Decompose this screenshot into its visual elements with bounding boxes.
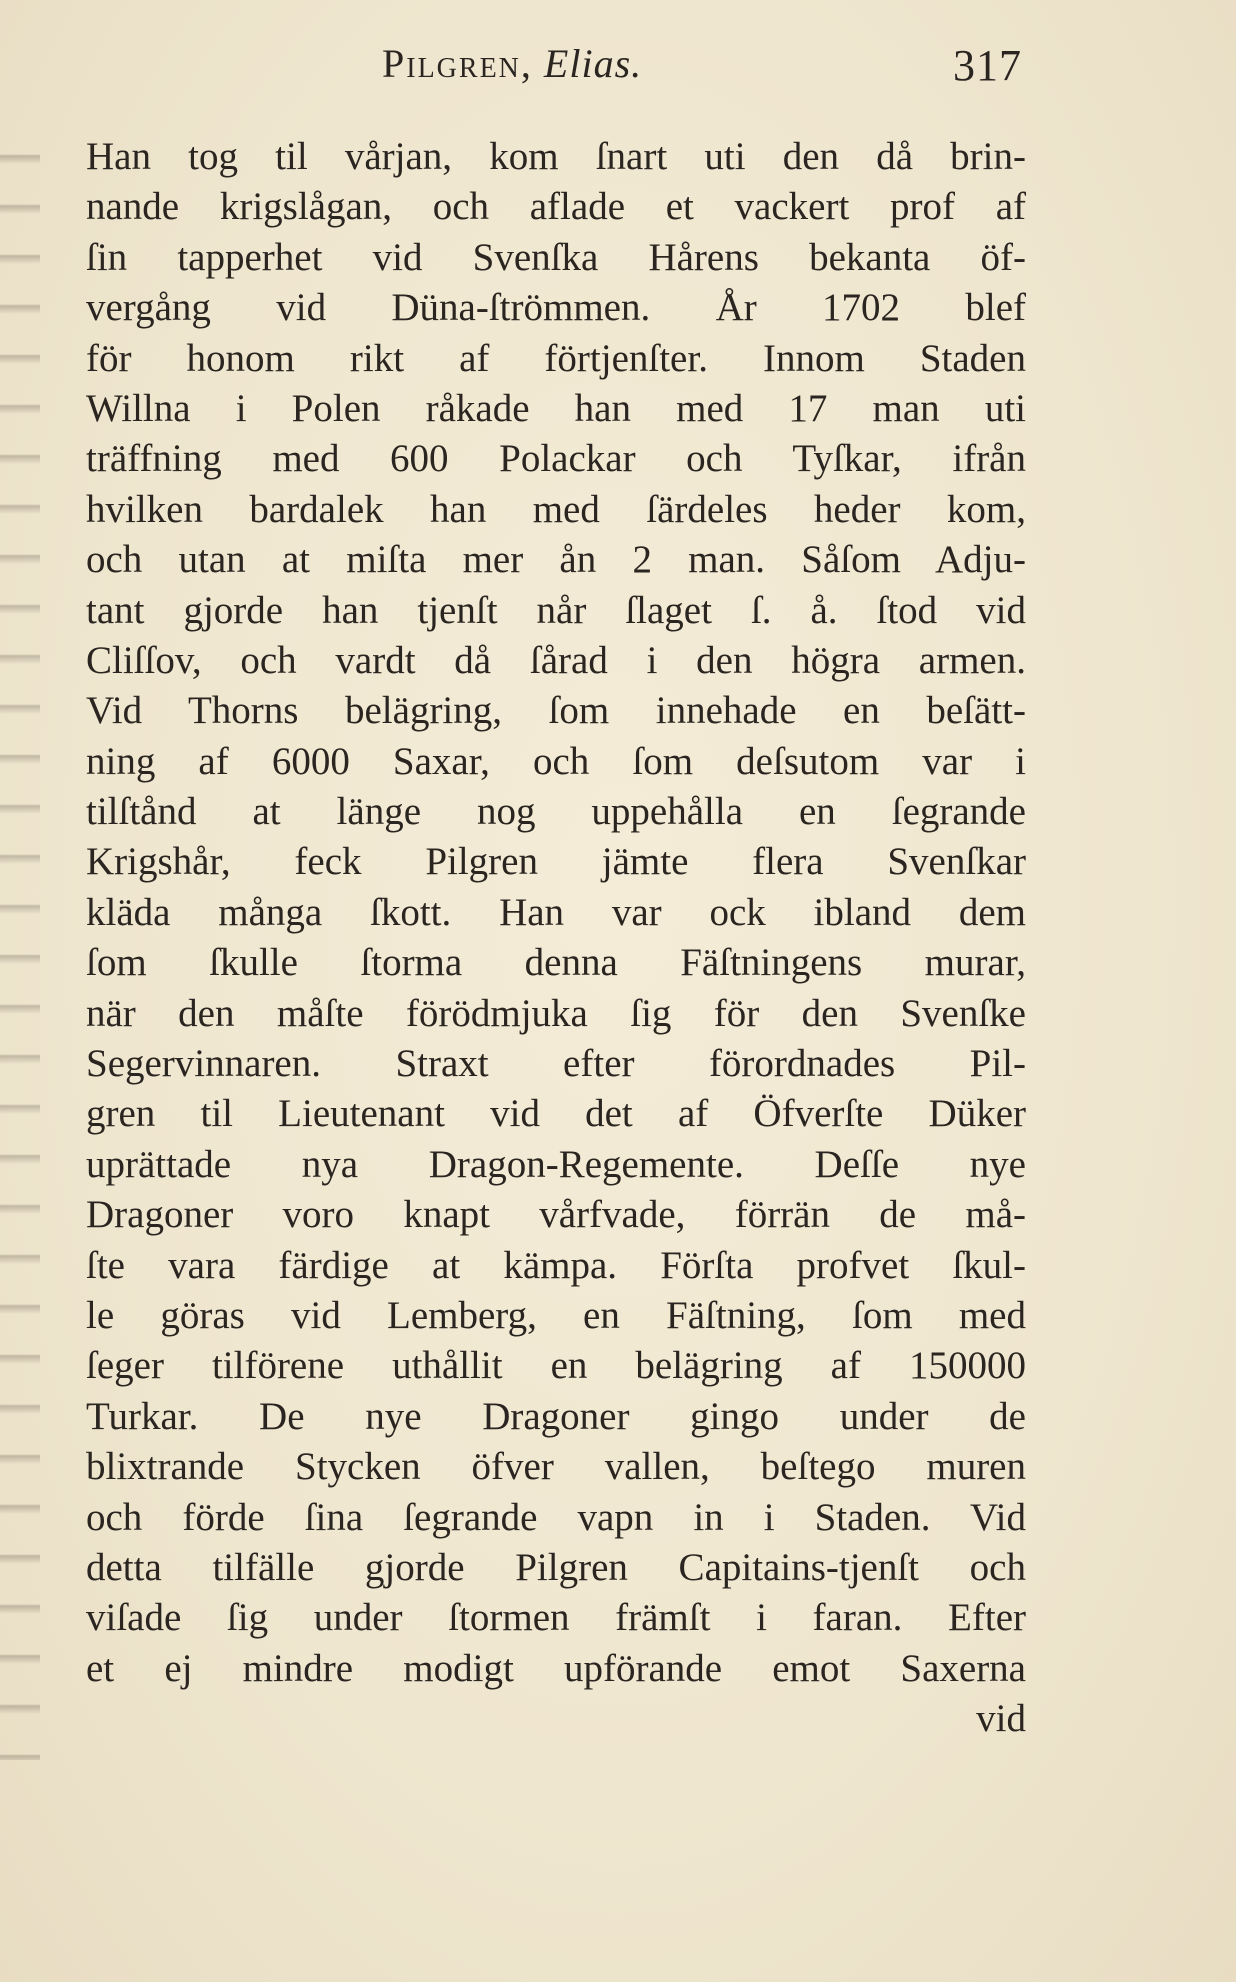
text-line: Han tog til vårjan, kom ſnart uti den då brin-: [86, 135, 1026, 178]
text-line: Vid Thorns belägring, ſom innehade en beſätt-: [86, 689, 1026, 733]
text-line: uprättade nya Dragon-Regemente. Deſſe nye: [86, 1142, 1026, 1186]
text-line: tilſtånd at länge nog uppehålla en ſegrande: [86, 790, 1026, 834]
text-line: och förde ſina ſegrande vapn in i Staden. Vid: [86, 1495, 1026, 1539]
text-line: ſte vara färdige at kämpa. Förſta profvet ſkul-: [86, 1243, 1026, 1287]
text-line: blixtrande Stycken öfver vallen, beſtego muren: [86, 1445, 1026, 1489]
text-line: et ej mindre modigt upförande emot Saxerna: [86, 1646, 1026, 1690]
body-text: [86, 132, 1026, 1745]
catchword: vid: [976, 1697, 1026, 1741]
text-line: för honom rikt af förtjenſter. Innom Staden: [86, 336, 1026, 380]
text-line: ſom ſkulle ſtorma denna Fäſtningens murar,: [86, 941, 1026, 985]
text-line: vergång vid Düna-ſtrömmen. År 1702 blef: [86, 286, 1026, 330]
text-line: Turkar. De nye Dragoner gingo under de: [86, 1394, 1026, 1438]
text-line: Willna i Polen råkade han med 17 man uti: [86, 386, 1026, 430]
text-line: ning af 6000 Saxar, och ſom deſsutom var i: [86, 739, 1026, 783]
text-line: le göras vid Lemberg, en Fäſtning, ſom med: [86, 1293, 1026, 1337]
text-line: hvilken bardalek han med ſärdeles heder kom,: [86, 487, 1026, 531]
text-line: detta tilfälle gjorde Pilgren Capitains-tjenſt och: [86, 1545, 1026, 1589]
text-line: tant gjorde han tjenſt når ſlaget ſ. å. ſtod vid: [86, 588, 1026, 632]
text-line: och utan at miſta mer ån 2 man. Såſom Adju-: [86, 538, 1026, 582]
running-title-given-name: Elias.: [543, 41, 643, 86]
running-title: [382, 40, 642, 87]
text-line: viſade ſig under ſtormen främſt i faran. Efter: [86, 1596, 1026, 1640]
text-line: Cliſſov, och vardt då ſårad i den högra armen.: [86, 638, 1026, 682]
text-line: Segervinnaren. Straxt efter förordnades Pil-: [86, 1042, 1026, 1086]
running-head: [0, 32, 1236, 92]
text-line: kläda många ſkott. Han var ock ibland dem: [86, 890, 1026, 934]
page-number: 317: [953, 41, 1022, 90]
text-line: ſin tapperhet vid Svenſka Hårens bekanta öf-: [86, 235, 1026, 279]
text-line: träffning med 600 Polackar och Tyſkar, ifrån: [86, 437, 1026, 481]
text-line: Dragoner voro knapt vårfvade, förrän de må-: [86, 1193, 1026, 1237]
text-line: när den måſte förödmjuka ſig för den Svenſke: [86, 991, 1026, 1035]
text-line: nande krigslågan, och aflade et vackert prof af: [86, 185, 1026, 229]
text-line: ſeger tilförene uthållit en belägring af 150000: [86, 1344, 1026, 1388]
running-title-surname: Pilgren,: [382, 41, 533, 86]
text-line: gren til Lieutenant vid det af Öfverſte Düker: [86, 1092, 1026, 1136]
text-line: Krigshår, feck Pilgren jämte flera Svenſkar: [86, 840, 1026, 884]
facing-page-bleed: [0, 120, 40, 1760]
